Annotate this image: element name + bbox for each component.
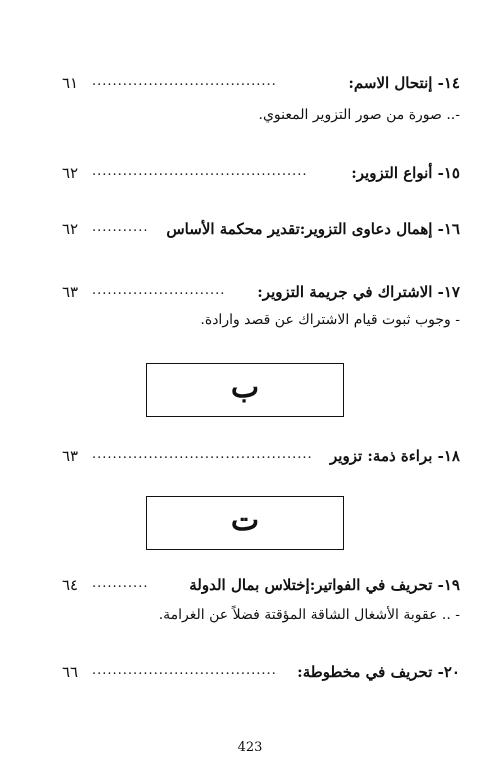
entry-page-number: ٦٣ (62, 283, 79, 301)
entry-page-number: ٦٣ (62, 447, 79, 465)
page-number: 423 (237, 740, 263, 755)
entry-page-number: ٦٢ (62, 220, 79, 238)
entry-page-number: ٦٤ (62, 576, 79, 594)
toc-entry (62, 74, 460, 98)
toc-entry (62, 447, 460, 471)
leader-dots: .................................... (92, 663, 277, 678)
section-letter: ب (230, 370, 260, 405)
entry-title: ١٨- براءة ذمة: تزوير (330, 447, 460, 465)
entry-title: ١٤- إنتحال الاسم: (348, 74, 460, 92)
toc-entry (62, 663, 460, 687)
entry-title: ١٩- تحريف في الفواتير:إختلاس بمال الدولة (189, 576, 460, 594)
entry-title: ١٧- الاشتراك في جريمة التزوير: (257, 283, 460, 301)
entry-page-number: ٦٢ (62, 164, 79, 182)
entry-page-number: ٦١ (62, 74, 79, 92)
section-letter-box (146, 363, 344, 417)
entry-subtitle: -.. صورة من صور التزوير المعنوي. (258, 107, 460, 123)
entry-title: ٢٠- تحريف في مخطوطة: (297, 663, 460, 681)
leader-dots: .................................... (92, 74, 277, 89)
leader-dots: .......................................... (92, 164, 308, 179)
section-letter: ت (230, 503, 260, 538)
leader-dots: .......................... (92, 283, 226, 298)
entry-page-number: ٦٦ (62, 663, 79, 681)
toc-entry (62, 220, 460, 244)
toc-entry (62, 164, 460, 188)
leader-dots: ........................................... (92, 447, 313, 462)
leader-dots: ........... (92, 576, 149, 591)
entry-subtitle: - .. عقوبة الأشغال الشاقة المؤقتة فضلاً عن الغرامة. (158, 607, 460, 623)
entry-title: ١٦- إهمال دعاوى التزوير:تقدير محكمة الأساس (166, 220, 460, 238)
toc-entry (62, 283, 460, 307)
entry-subtitle: - وجوب ثبوت قيام الاشتراك عن قصد وارادة. (200, 312, 460, 328)
toc-entry (62, 576, 460, 600)
section-letter-box (146, 496, 344, 550)
entry-title: ١٥- أنواع التزوير: (351, 164, 460, 182)
leader-dots: ........... (92, 220, 149, 235)
